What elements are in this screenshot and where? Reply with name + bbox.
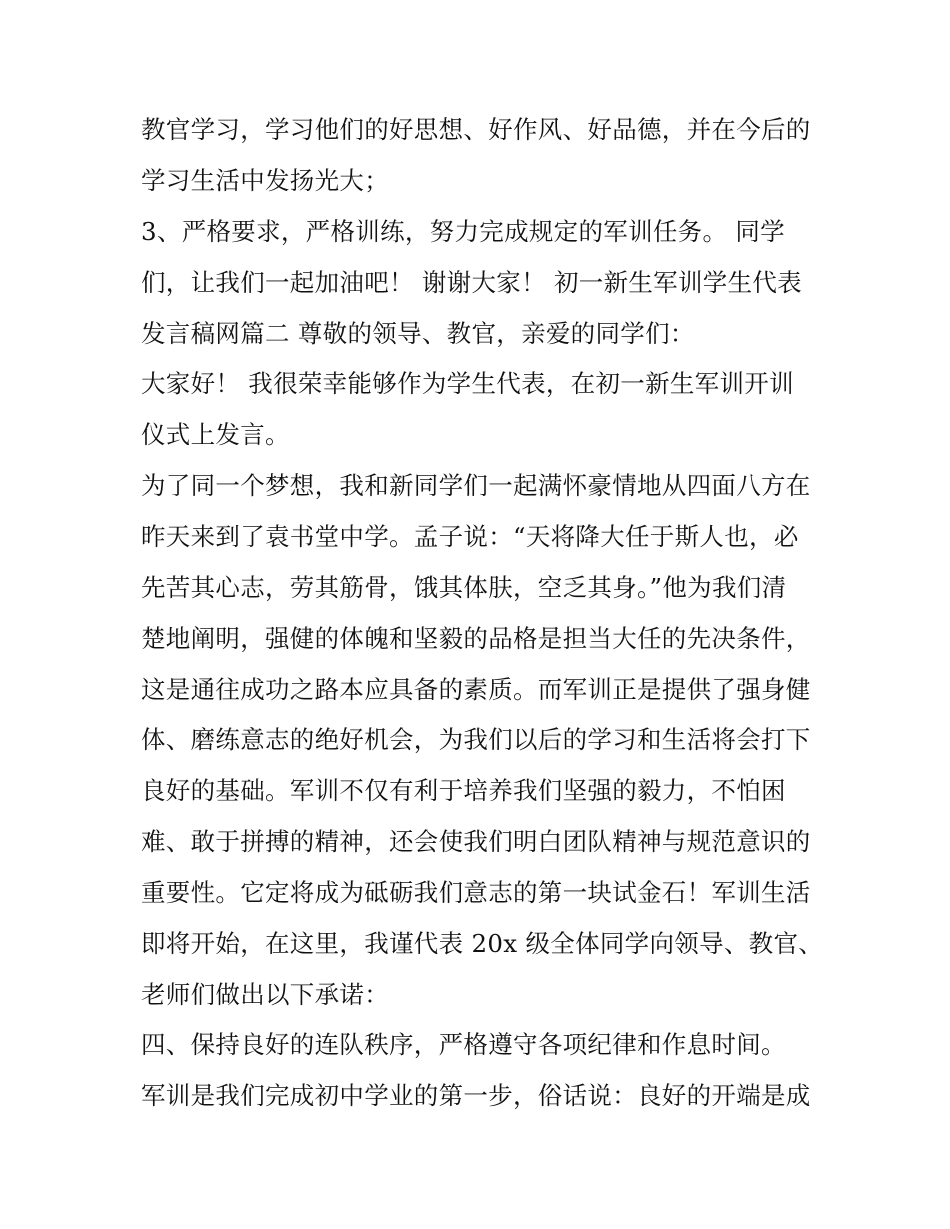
text-line: 先苦其心志，劳其筋骨，饿其体肤，空乏其身。”他为我们清 — [141, 573, 787, 602]
text-line: 难、敢于拼搏的精神，还会使我们明白团队精神与规范意识的 — [141, 827, 811, 856]
text-line: 体、磨练意志的绝好机会，为我们以后的学习和生活将会打下 — [141, 725, 811, 754]
text-line: 们，让我们一起加油吧！ 谢谢大家！ 初一新生军训学生代表 — [141, 268, 802, 297]
text-line: 楚地阐明，强健的体魄和坚毅的品格是担当大任的先决条件， — [141, 624, 811, 653]
text-line: 即将开始，在这里，我谨代表 20x 级全体同学向领导、教官、 — [141, 929, 824, 958]
text-line: 发言稿网篇二 尊敬的领导、教官，亲爱的同学们： — [141, 319, 695, 348]
text-line: 3、严格要求，严格训练，努力完成规定的军训任务。 同学 — [141, 217, 785, 246]
text-line: 仪式上发言。 — [141, 420, 290, 449]
text-line: 良好的基础。军训不仅有利于培养我们坚强的毅力，不怕困 — [141, 776, 786, 805]
text-line: 四、保持良好的连队秩序，严格遵守各项纪律和作息时间。 — [141, 1030, 786, 1059]
text-line: 军训是我们完成初中学业的第一步，俗话说：良好的开端是成 — [141, 1081, 811, 1110]
text-line: 教官学习，学习他们的好思想、好作风、好品德，并在今后的 — [141, 115, 811, 144]
text-line: 学习生活中发扬光大； — [141, 166, 389, 195]
text-line: 为了同一个梦想，我和新同学们一起满怀豪情地从四面八方在 — [141, 471, 811, 500]
text-line: 重要性。它定将成为砥砺我们意志的第一块试金石！军训生活 — [141, 878, 811, 907]
text-line: 老师们做出以下承诺： — [141, 980, 389, 1009]
text-line: 大家好！ 我很荣幸能够作为学生代表，在初一新生军训开训 — [141, 369, 794, 398]
text-line: 昨天来到了袁书堂中学。孟子说：“天将降大任于斯人也，必 — [141, 522, 799, 551]
text-line: 这是通往成功之路本应具备的素质。而军训正是提供了强身健 — [141, 675, 811, 704]
